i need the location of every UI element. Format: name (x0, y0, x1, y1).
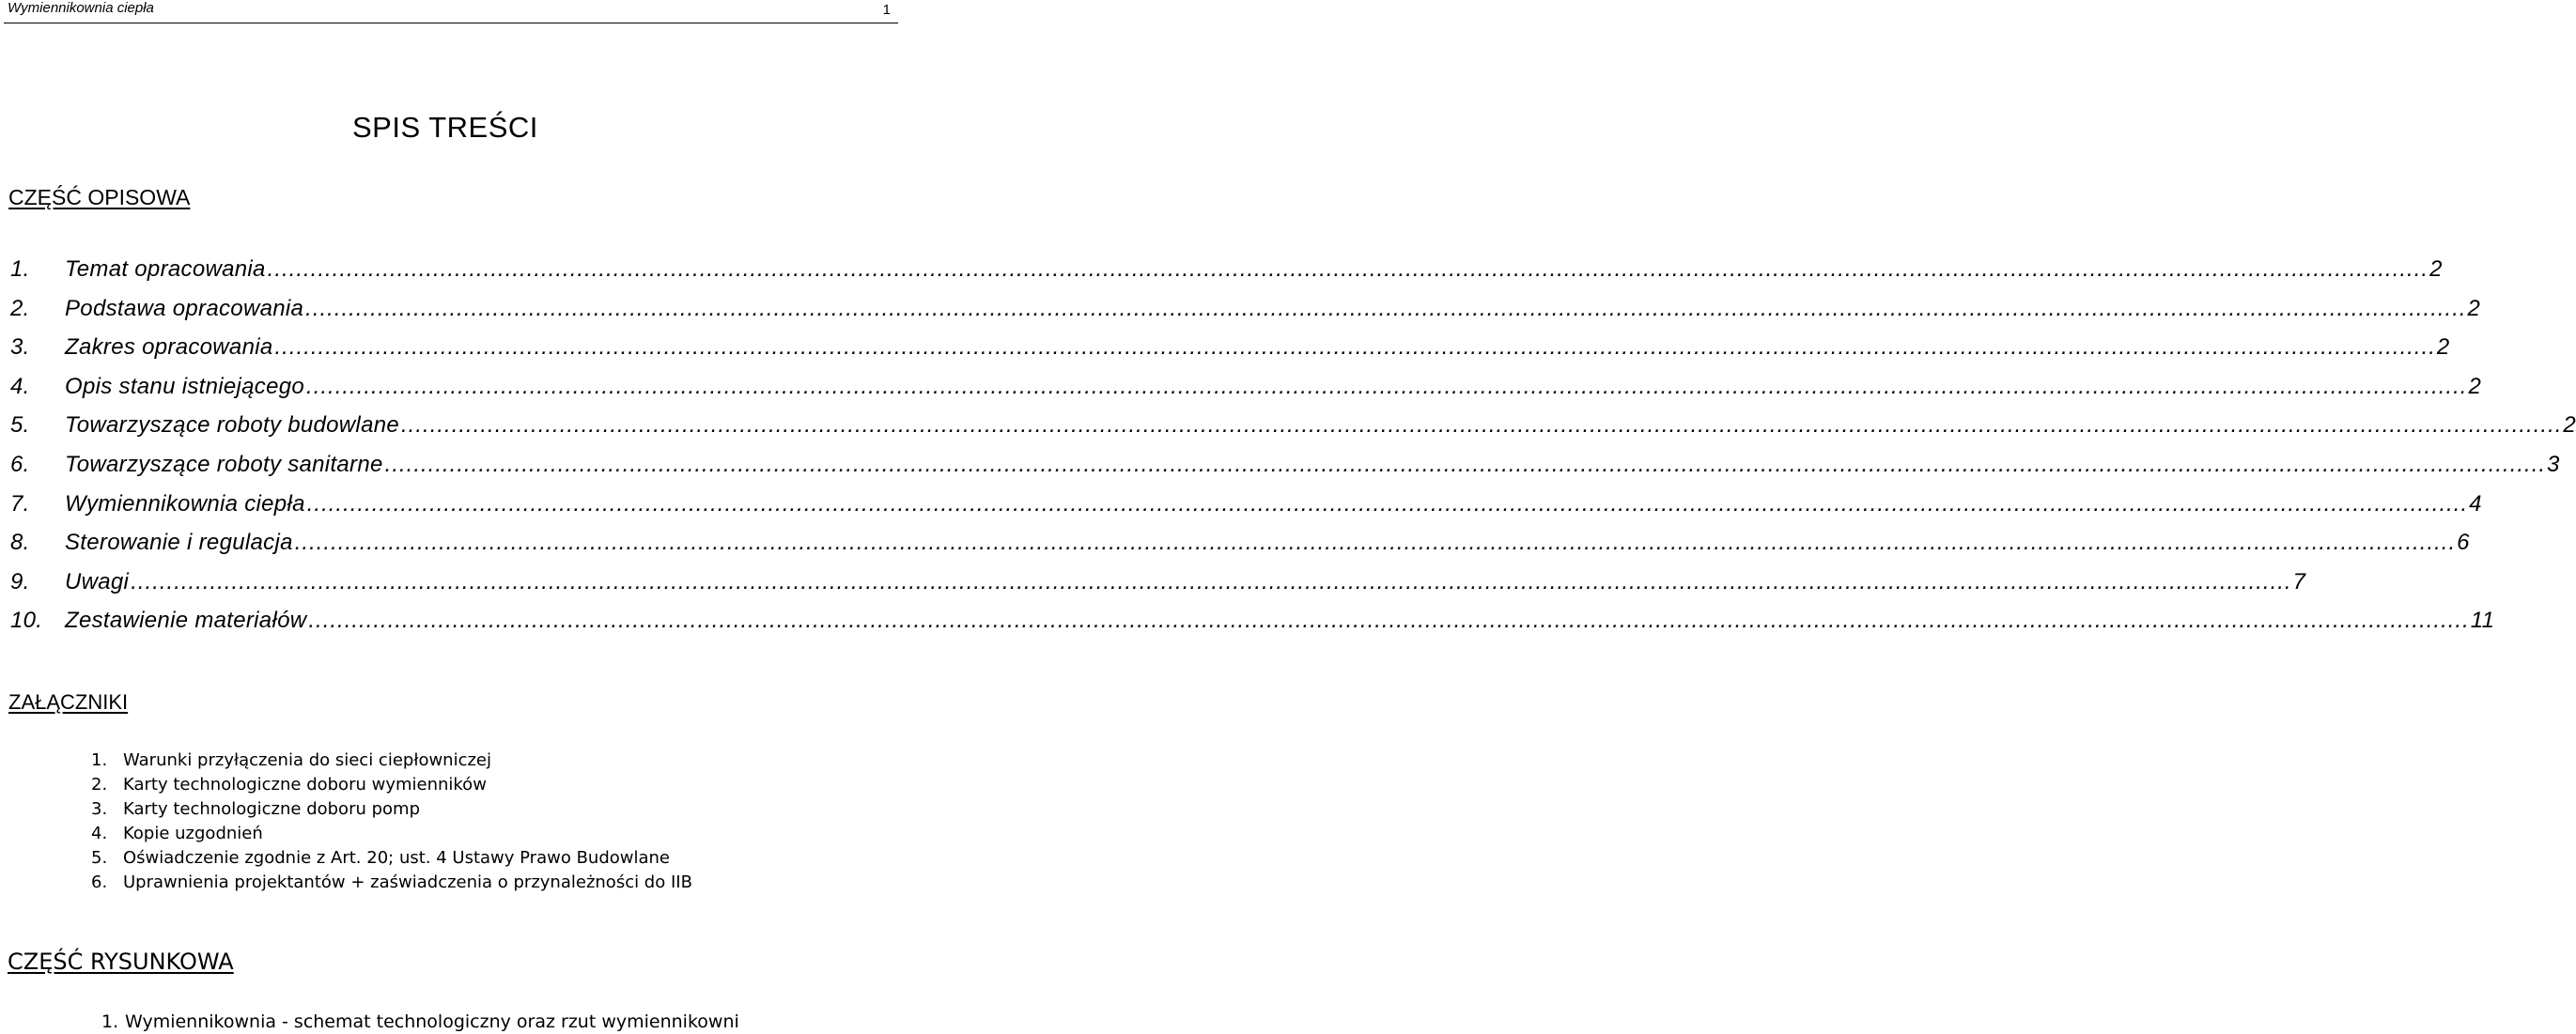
drawings-list (101, 1010, 739, 1034)
drawing-text: Wymiennikownia - schemat technologiczny oraz rzut wymiennikowni (125, 1011, 739, 1032)
page-number: 1 (882, 2, 891, 18)
toc-entry (10, 295, 2481, 335)
toc-entry-number: 3. (10, 334, 30, 361)
toc-entry-number: 9. (10, 568, 30, 594)
toc-entry (10, 608, 2495, 647)
toc-entry-page: 4 (2469, 490, 2482, 517)
toc-dot-leader: ............................................................................................................................................................................................................................................................................................................ (305, 295, 2467, 321)
toc-entry-title: Zestawienie materiałów (65, 608, 307, 634)
toc-entry-number: 6. (10, 451, 30, 477)
toc-dot-leader: ............................................................................................................................................................................................................................................................................................................ (267, 256, 2429, 282)
toc-dot-leader: ............................................................................................................................................................................................................................................................................................................ (294, 530, 2457, 556)
attachments-list (91, 748, 692, 895)
toc-dot-leader: ............................................................................................................................................................................................................................................................................................................ (131, 568, 2292, 594)
toc-entry-page: 6 (2457, 530, 2470, 556)
attachment-text: Karty technologiczne doboru pomp (123, 799, 421, 819)
section-heading-opisowa: CZĘŚĆ OPISOWA (8, 185, 191, 209)
attachment-number: 1. (91, 750, 108, 770)
toc-entry-title: Uwagi (65, 568, 130, 594)
attachment-text: Uprawnienia projektantów + zaświadczenia o przynależności do IIB (123, 872, 692, 892)
toc-dot-leader: ............................................................................................................................................................................................................................................................................................................ (274, 334, 2436, 361)
toc-entry (10, 490, 2482, 531)
attachment-item (91, 822, 692, 846)
attachment-text: Oświadczenie zgodnie z Art. 20; ust. 4 Ustawy Prawo Budowlane (123, 848, 670, 868)
toc-entry (10, 568, 2306, 609)
section-heading-rysunkowa: CZĘŚĆ RYSUNKOWA (8, 949, 234, 975)
attachment-text: Kopie uzgodnień (123, 824, 263, 843)
section-heading-zalaczniki: ZAŁĄCZNIKI (8, 690, 129, 714)
toc-entry-number: 2. (10, 295, 30, 321)
attachment-number: 3. (91, 799, 108, 819)
toc-entry-page: 11 (2470, 608, 2495, 634)
toc-entry (10, 451, 2560, 491)
toc-entry-title: Towarzyszące roboty sanitarne (65, 451, 383, 477)
toc-entry-title: Temat opracowania (65, 256, 266, 282)
toc-entry-title: Sterowanie i regulacja (65, 530, 293, 556)
toc-entry-page: 2 (2467, 295, 2481, 321)
toc-entry-page: 2 (2468, 373, 2482, 399)
toc-entry-title: Wymiennikownia ciepła (65, 490, 305, 517)
attachment-number: 2. (91, 775, 108, 795)
toc-entry (10, 334, 2450, 374)
attachment-number: 4. (91, 824, 108, 843)
attachment-item (91, 797, 692, 822)
attachment-number: 6. (91, 872, 108, 892)
toc-entry (10, 256, 2443, 296)
toc-dot-leader: ............................................................................................................................................................................................................................................................................................................ (306, 373, 2468, 399)
drawing-item (101, 1010, 739, 1034)
toc-entry-page: 2 (2563, 412, 2576, 439)
toc-entry-title: Towarzyszące roboty budowlane (65, 412, 400, 439)
attachment-number: 5. (91, 848, 108, 868)
running-header-title: Wymiennikownia ciepła (8, 0, 154, 16)
toc-dot-leader: ............................................................................................................................................................................................................................................................................................................ (308, 608, 2470, 634)
attachment-item (91, 871, 692, 895)
toc-dot-leader: ............................................................................................................................................................................................................................................................................................................ (384, 451, 2547, 477)
toc-entry-page: 3 (2547, 451, 2560, 477)
toc-entry (10, 412, 2576, 452)
attachment-item (91, 773, 692, 797)
document-title: SPIS TREŚCI (352, 111, 538, 144)
toc-entry-title: Zakres opracowania (65, 334, 273, 361)
toc-dot-leader: ............................................................................................................................................................................................................................................................................................................ (401, 412, 2563, 439)
toc-entry (10, 530, 2470, 569)
toc-entry-number: 7. (10, 490, 30, 517)
toc-entry-number: 1. (10, 256, 30, 282)
toc-entry-title: Opis stanu istniejącego (65, 373, 305, 399)
drawing-number: 1. (101, 1011, 119, 1032)
toc-entry-number: 10. (10, 608, 43, 634)
toc-entry-title: Podstawa opracowania (65, 295, 304, 321)
toc-entry-page: 7 (2292, 568, 2306, 594)
table-of-contents (10, 256, 2576, 647)
toc-entry (10, 373, 2482, 413)
toc-entry-number: 8. (10, 530, 30, 556)
attachment-text: Warunki przyłączenia do sieci ciepłowniczej (123, 750, 492, 770)
attachment-item (91, 748, 692, 773)
toc-entry-page: 2 (2429, 256, 2443, 282)
attachment-item (91, 846, 692, 871)
toc-entry-number: 4. (10, 373, 30, 399)
attachment-text: Karty technologiczne doboru wymienników (123, 775, 487, 795)
toc-entry-page: 2 (2436, 334, 2450, 361)
toc-dot-leader: ............................................................................................................................................................................................................................................................................................................ (306, 490, 2469, 517)
toc-entry-number: 5. (10, 412, 30, 439)
